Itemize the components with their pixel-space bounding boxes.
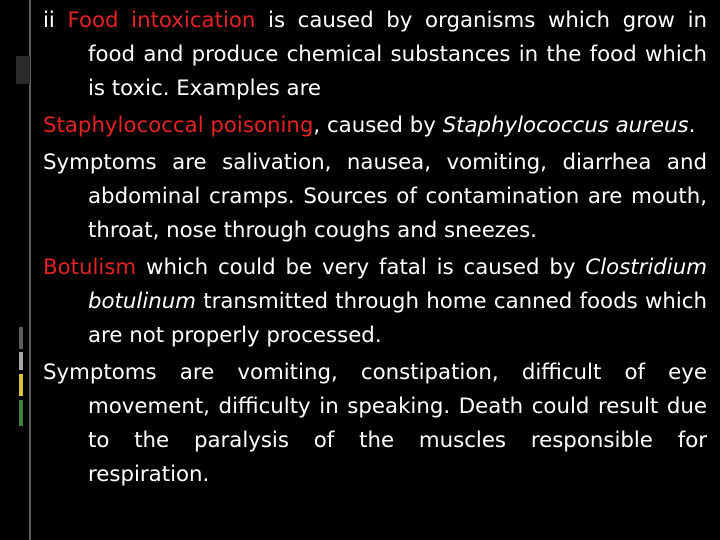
term-food-intoxication: Food intoxication <box>67 8 256 33</box>
decorative-stripe-yellow <box>19 374 23 396</box>
paragraph-text: Symptoms are salivation, nausea, vomiting, diarrhea and abdominal cramps. Sources of contamination are mouth, throat, nose through coughs and sneezes. <box>43 150 707 243</box>
paragraph-botulism-symptoms <box>43 356 707 492</box>
decorative-stripe-gray <box>19 327 23 349</box>
decorative-square <box>16 56 30 84</box>
decorative-stripe-light <box>19 352 23 370</box>
paragraph-text: transmitted through home canned foods which are not properly processed. <box>88 289 707 348</box>
paragraph-text: Symptoms are vomiting, constipation, difficult of eye movement, difficulty in speaking. Death could result due to the paralysis of the muscles responsible for respiration. <box>43 360 707 487</box>
term-staphylococcal-poisoning: Staphylococcal poisoning <box>43 113 314 138</box>
term-botulism: Botulism <box>43 255 137 280</box>
paragraph-text: is caused by organisms which grow in food and produce chemical substances in the food which is toxic. Examples are <box>88 8 707 101</box>
paragraph-staphylococcal <box>43 109 707 143</box>
paragraph-food-intoxication <box>43 4 707 106</box>
organism-name: Clostridium botulinum <box>88 255 707 314</box>
list-marker: ii <box>43 8 68 33</box>
paragraph-text: which could be very fatal is caused by <box>136 255 586 280</box>
organism-name: Staphylococcus aureus <box>442 113 689 138</box>
decorative-stripe-green <box>19 400 23 426</box>
paragraph-text: , caused by <box>313 113 443 138</box>
paragraph-text: . <box>688 113 696 138</box>
paragraph-staph-symptoms <box>43 146 707 248</box>
paragraph-botulism <box>43 251 707 353</box>
slide-body <box>43 4 707 492</box>
